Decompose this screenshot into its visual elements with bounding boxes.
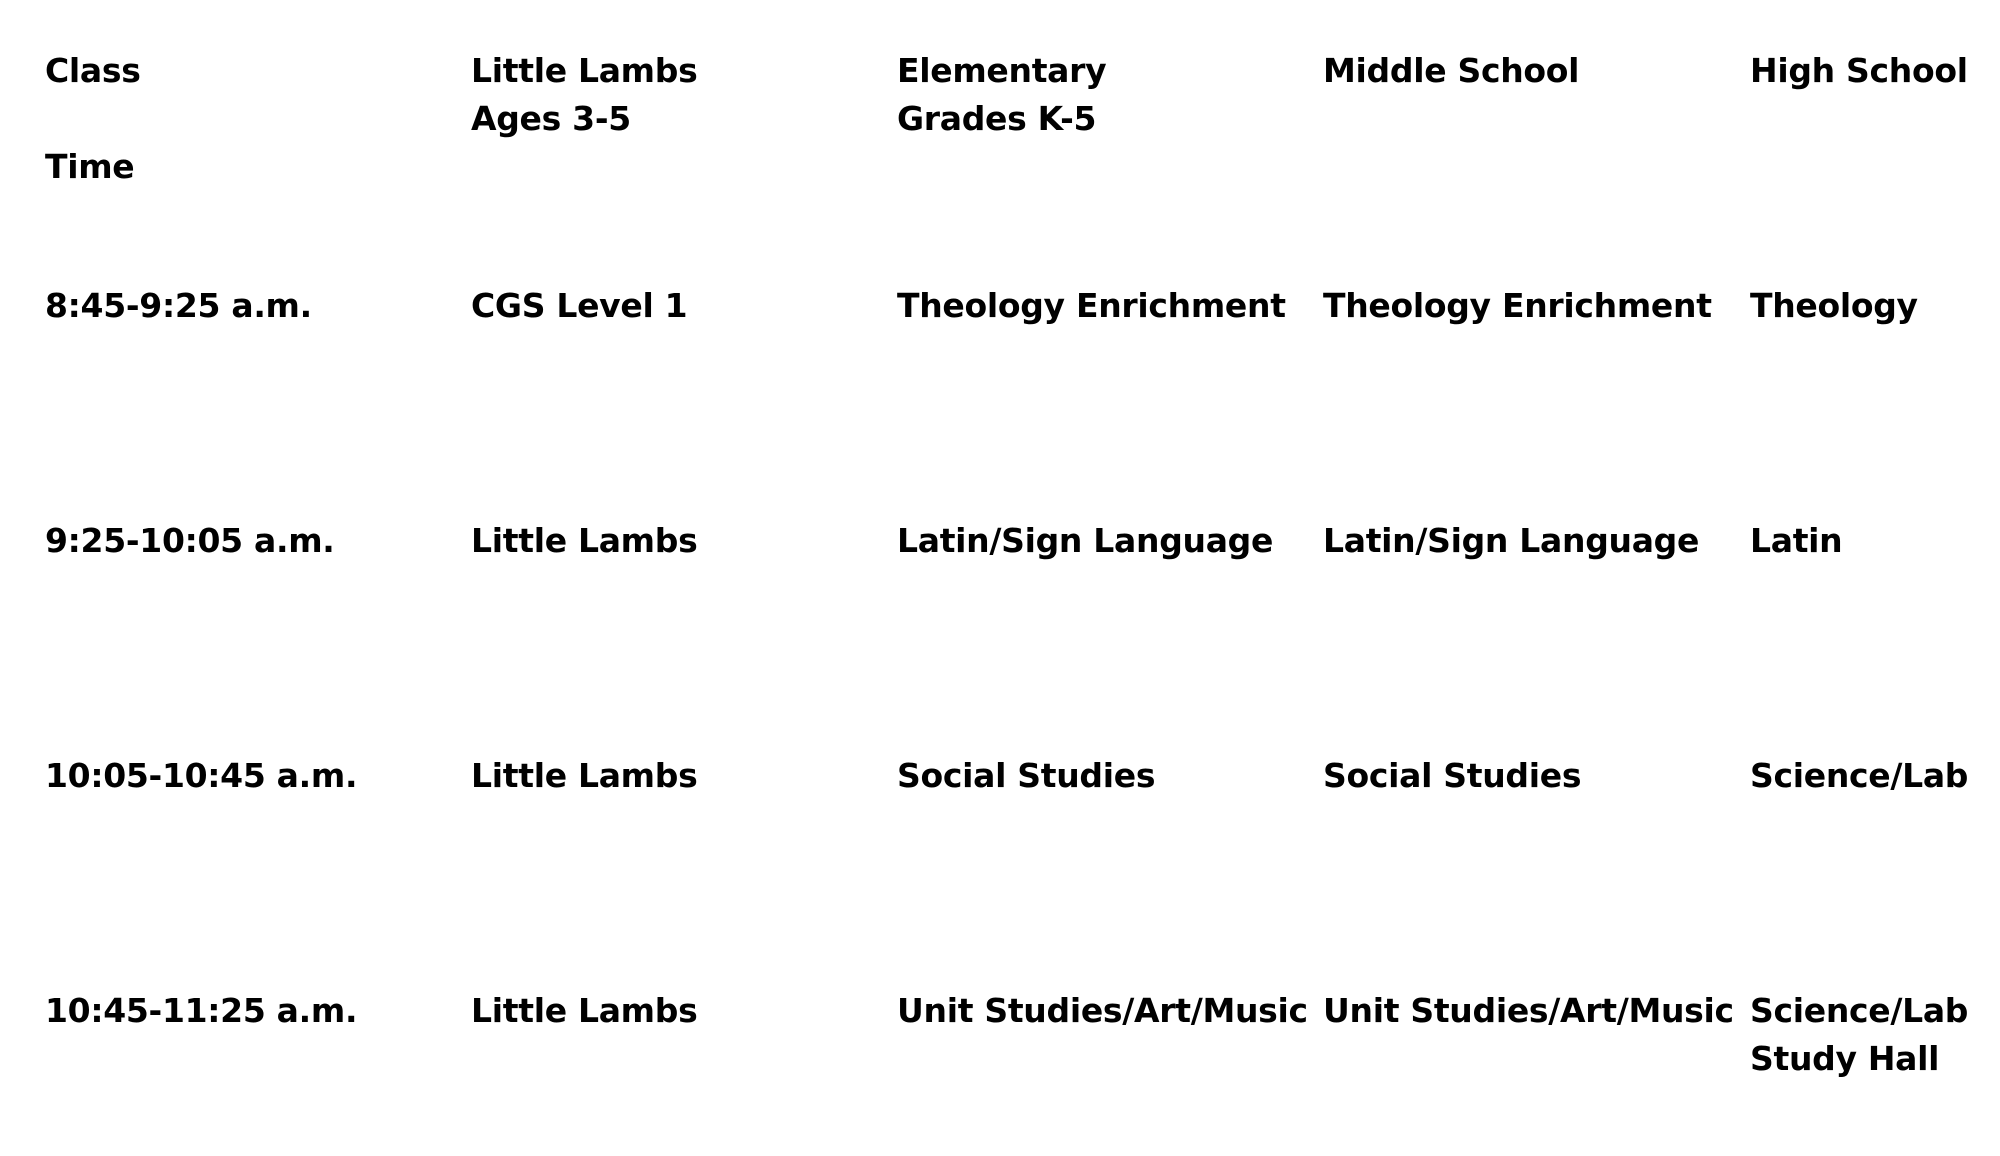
table-row-2-high-school-line: Latin: [1750, 521, 1843, 560]
header-class-time: [45, 47, 141, 191]
table-row-4-little-lambs: Little Lambs: [471, 991, 698, 1030]
table-row-1-high-school: [1750, 282, 1918, 330]
table-row-4-high-school-line-2: Study Hall: [1750, 1039, 1940, 1078]
header-little-lambs-title: Little Lambs: [471, 51, 698, 90]
table-row-4-high-school: [1750, 987, 1968, 1083]
header-little-lambs-subtitle: Ages 3-5: [471, 99, 631, 138]
table-row-2-little-lambs: Little Lambs: [471, 521, 698, 560]
table-row-2-elementary: Latin/Sign Language: [897, 521, 1274, 560]
header-time-label: Time: [45, 147, 135, 186]
header-spacer: [45, 95, 141, 143]
table-row-3-high-school: [1750, 752, 1968, 800]
table-row-2-time: 9:25-10:05 a.m.: [45, 521, 335, 560]
table-row-3-high-school-line: Science/Lab: [1750, 756, 1969, 795]
header-little-lambs: [471, 47, 697, 143]
header-middle-school-title: Middle School: [1323, 51, 1580, 90]
table-row-3-elementary: Social Studies: [897, 756, 1156, 795]
header-class-label: Class: [45, 51, 141, 90]
header-high-school-title: High School: [1750, 51, 1968, 90]
table-row-2-middle-school: Latin/Sign Language: [1323, 521, 1700, 560]
table-row-3-middle-school: Social Studies: [1323, 756, 1582, 795]
table-row-3-time: 10:05-10:45 a.m.: [45, 756, 358, 795]
table-row-3-little-lambs: Little Lambs: [471, 756, 698, 795]
table-row-4-middle-school: Unit Studies/Art/Music: [1323, 991, 1734, 1030]
table-row-1-high-school-line: Theology: [1750, 286, 1918, 325]
header-high-school: [1750, 47, 1968, 95]
table-row-1-time: 8:45-9:25 a.m.: [45, 286, 312, 325]
table-row-1-middle-school: Theology Enrichment: [1323, 286, 1712, 325]
table-row-2-high-school: [1750, 517, 1842, 565]
table-row-4-time: 10:45-11:25 a.m.: [45, 991, 358, 1030]
table-row-4-high-school-line-1: Science/Lab: [1750, 991, 1969, 1030]
table-row-1-elementary: Theology Enrichment: [897, 286, 1286, 325]
table-row-4-elementary: Unit Studies/Art/Music: [897, 991, 1308, 1030]
header-elementary-title: Elementary: [897, 51, 1107, 90]
header-middle-school: [1323, 47, 1579, 95]
header-elementary: [897, 47, 1106, 143]
header-elementary-subtitle: Grades K-5: [897, 99, 1097, 138]
table-row-1-little-lambs: CGS Level 1: [471, 286, 688, 325]
